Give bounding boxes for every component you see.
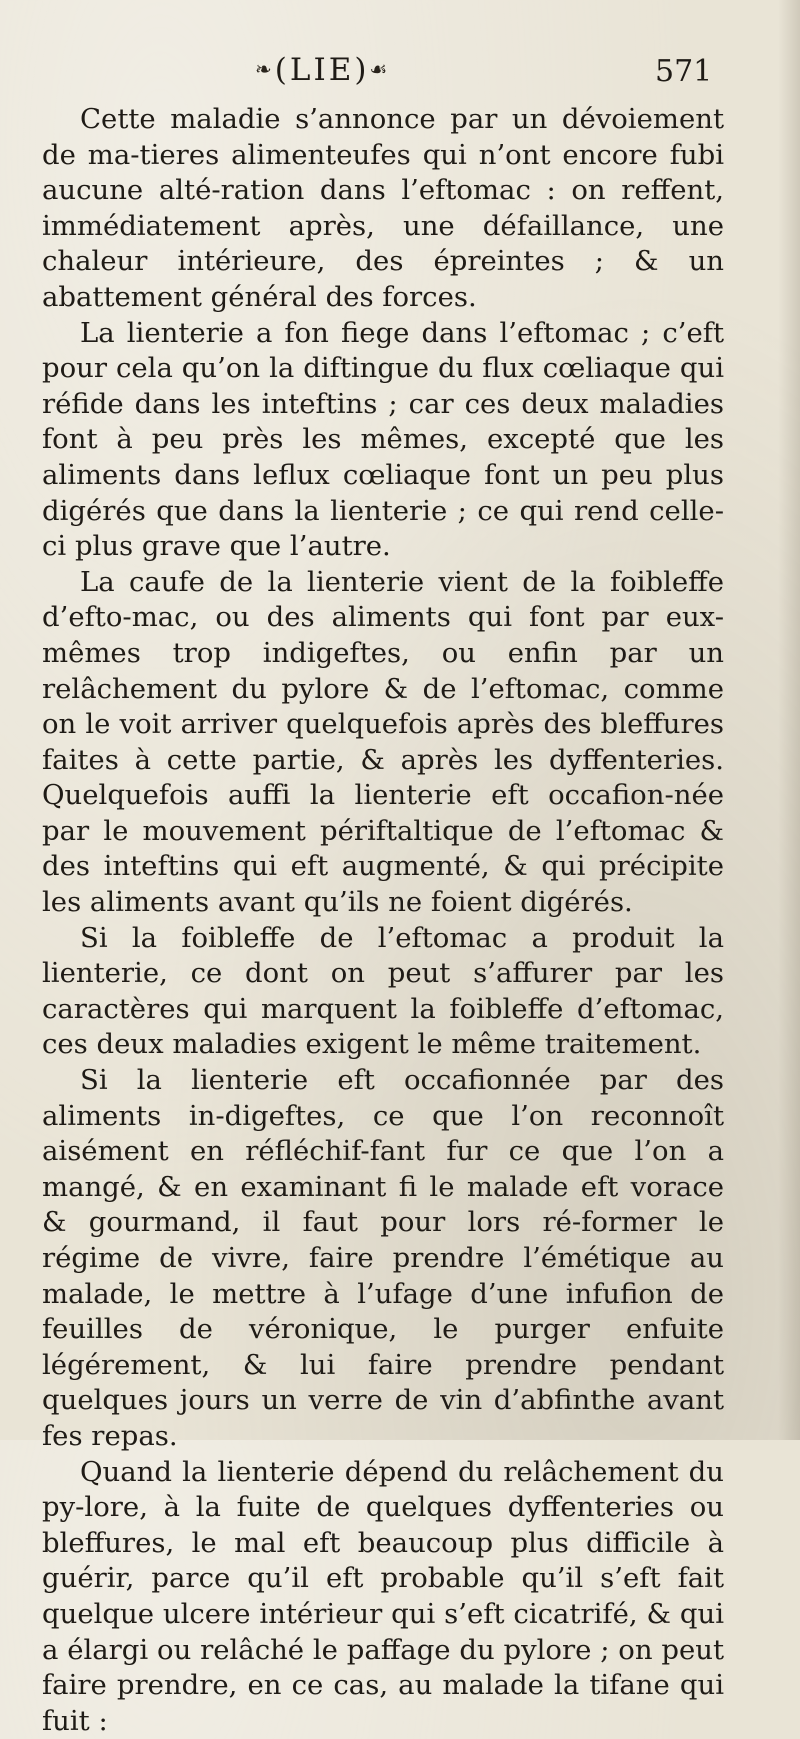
paragraph-6: Quand la lienterie dépend du relâchement du py-lore, à la fuite de quelques dyffenteries ou bleffures, le mal eft beaucoup plus difficile à guérir, parce qu’il eft probable qu’il s’eft fait quelque ulcere intérieur qui s’eft cicatrifé, & qui a élargi ou relâché le paffage du pylore ; on peut faire prendre, en ce cas, au malade la tifane qui fuit : xyxy=(42,1455,724,1737)
running-head xyxy=(255,52,390,88)
paragraph-5: Si la lienterie eft occafionnée par des aliments in-digeftes, ce que l’on reconnoît aisément en réfléchif-fant fur ce que l’on a mangé, & en examinant fi le malade eft vorace & gourmand, il faut pour lors ré-former le régime de vivre, faire prendre l’émétique au malade, le mettre à l’ufage d’une infufion de feuilles de véronique, le purger enfuite légérement, & lui faire prendre pendant quelques jours un verre de vin d’abfinthe avant fes repas. xyxy=(42,1064,724,1452)
body-text xyxy=(42,102,724,1739)
paragraph-1: Cette maladie s’annonce par un dévoiement de ma-tieres alimenteufes qui n’ont encore fubi aucune alté-ration dans l’eftomac : on reffent, immédiatement après, une défaillance, une chaleur intérieure, des épreintes ; & un abattement général des forces. xyxy=(42,103,724,313)
right-ornament-icon: ☙ xyxy=(369,57,391,81)
left-ornament-icon: ❧ xyxy=(255,57,275,81)
paragraph-2: La lienterie a fon fiege dans l’eftomac ; c’eft pour cela qu’on la diftingue du flux cœliaque qui réfide dans les inteftins ; car ces deux maladies font à peu près les mêmes, excepté que les aliments dans leflux cœliaque font un peu plus digérés que dans la lienterie ; ce qui rend celle-ci plus grave que l’autre. xyxy=(42,316,724,563)
paragraph-3: La caufe de la lienterie vient de la foibleffe d’efto-mac, ou des aliments qui font par eux-mêmes trop indigeftes, ou enfin par un relâchement du pylore & de l’eftomac, comme on le voit arriver quelquefois après des bleffures faites à cette partie, & après les dyffenteries. Quelquefois auffi la lienterie eft occafion-née par le mouvement périftaltique de l’eftomac & des inteftins qui eft augmenté, & qui précipite les aliments avant qu’ils ne foient digérés. xyxy=(42,565,724,919)
running-head-title: (LIE) xyxy=(274,52,370,88)
page-edge-shadow xyxy=(778,0,800,1440)
page-number: 571 xyxy=(655,54,713,89)
page-header xyxy=(0,52,800,96)
paragraph-4: Si la foibleffe de l’eftomac a produit la lienterie, ce dont on peut s’affurer par les caractères qui marquent la foibleffe d’eftomac, ces deux maladies exigent le même traitement. xyxy=(42,921,724,1061)
